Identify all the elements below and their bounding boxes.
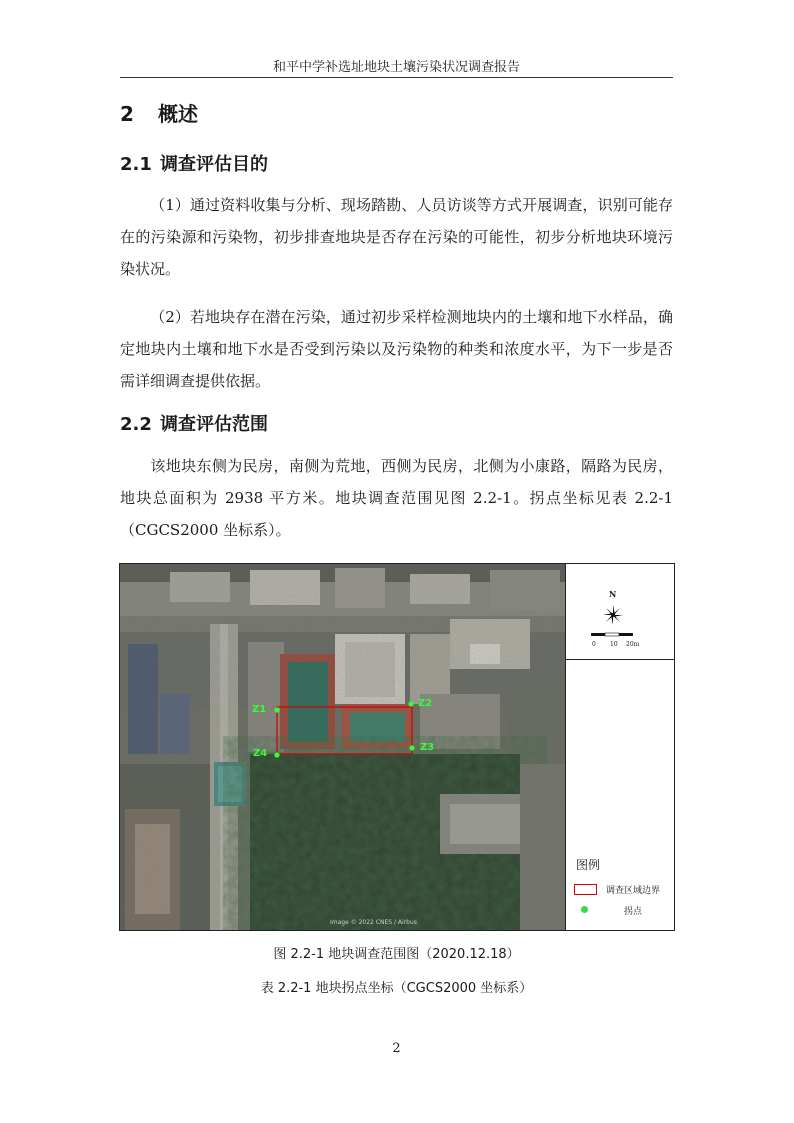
section-heading	[120, 98, 198, 127]
label-z1: Z1	[252, 704, 267, 715]
paragraph-text: 该地块东侧为民房，南侧为荒地，西侧为民房，北侧为小康路，隔路为民房，地块总面积为 2938 平方米。地块调查范围见图 2.2-1。拐点坐标见表 2.2-1（CGCS2000 坐标系）。	[120, 457, 673, 539]
north-arrow-box	[566, 564, 674, 660]
page-number: 2	[392, 1041, 401, 1056]
legend-boundary-swatch	[574, 884, 597, 895]
section-number: 2	[120, 102, 134, 126]
corner-point-z2	[408, 701, 413, 706]
paragraph-text: （2）若地块存在潜在污染，通过初步采样检测地块内的土壤和地下水样品，确定地块内土壤和地下水是否受到污染以及污染物的种类和浓度水平，为下一步是否需详细调查提供依据。	[120, 308, 673, 390]
legend-boundary-label: 调查区域边界	[606, 886, 661, 896]
scale-label-0: 0	[592, 641, 596, 648]
table-caption: 表 2.2-1 地块拐点坐标（CGCS2000 坐标系）	[260, 981, 533, 996]
satellite-map	[120, 564, 566, 930]
paragraph-purpose-2	[120, 301, 673, 397]
scale-label-10: 10	[610, 641, 618, 648]
legend-point-swatch	[581, 906, 588, 913]
subsection-title: 调查评估目的	[160, 154, 268, 175]
north-label: N	[609, 589, 617, 599]
subsection-heading-2-2	[120, 410, 268, 436]
site-map-figure	[119, 563, 675, 931]
corner-point-z4	[274, 752, 279, 757]
scale-bar	[591, 632, 633, 638]
legend-point-label: 拐点	[624, 907, 643, 917]
label-z2: Z2	[418, 698, 433, 709]
map-credit: Image © 2022 CNES / Airbus	[330, 919, 417, 926]
paragraph-purpose-1	[120, 189, 673, 285]
corner-point-z1	[274, 707, 279, 712]
running-header: 和平中学补选址地块土壤污染状况调查报告	[272, 60, 520, 75]
subsection-number: 2.1	[120, 154, 152, 175]
legend-title: 图例	[576, 858, 601, 872]
legend-panel	[566, 564, 674, 930]
scale-label-20m: 20m	[626, 641, 640, 648]
label-z4: Z4	[253, 748, 268, 759]
section-title: 概述	[158, 102, 198, 126]
subsection-heading-2-1	[120, 150, 268, 176]
figure-caption: 图 2.2-1 地块调查范围图（2020.12.18）	[273, 947, 520, 962]
paragraph-scope	[120, 450, 673, 546]
corner-point-z3	[409, 745, 414, 750]
compass-icon	[602, 604, 624, 626]
subsection-title: 调查评估范围	[160, 414, 268, 435]
satellite-image	[120, 564, 566, 930]
paragraph-text: （1）通过资料收集与分析、现场踏勘、人员访谈等方式开展调查，识别可能存在的污染源和污染物，初步排查地块是否存在污染的可能性，初步分析地块环境污染状况。	[120, 196, 673, 278]
header-rule	[120, 77, 673, 78]
subsection-number: 2.2	[120, 414, 152, 435]
label-z3: Z3	[420, 742, 435, 753]
